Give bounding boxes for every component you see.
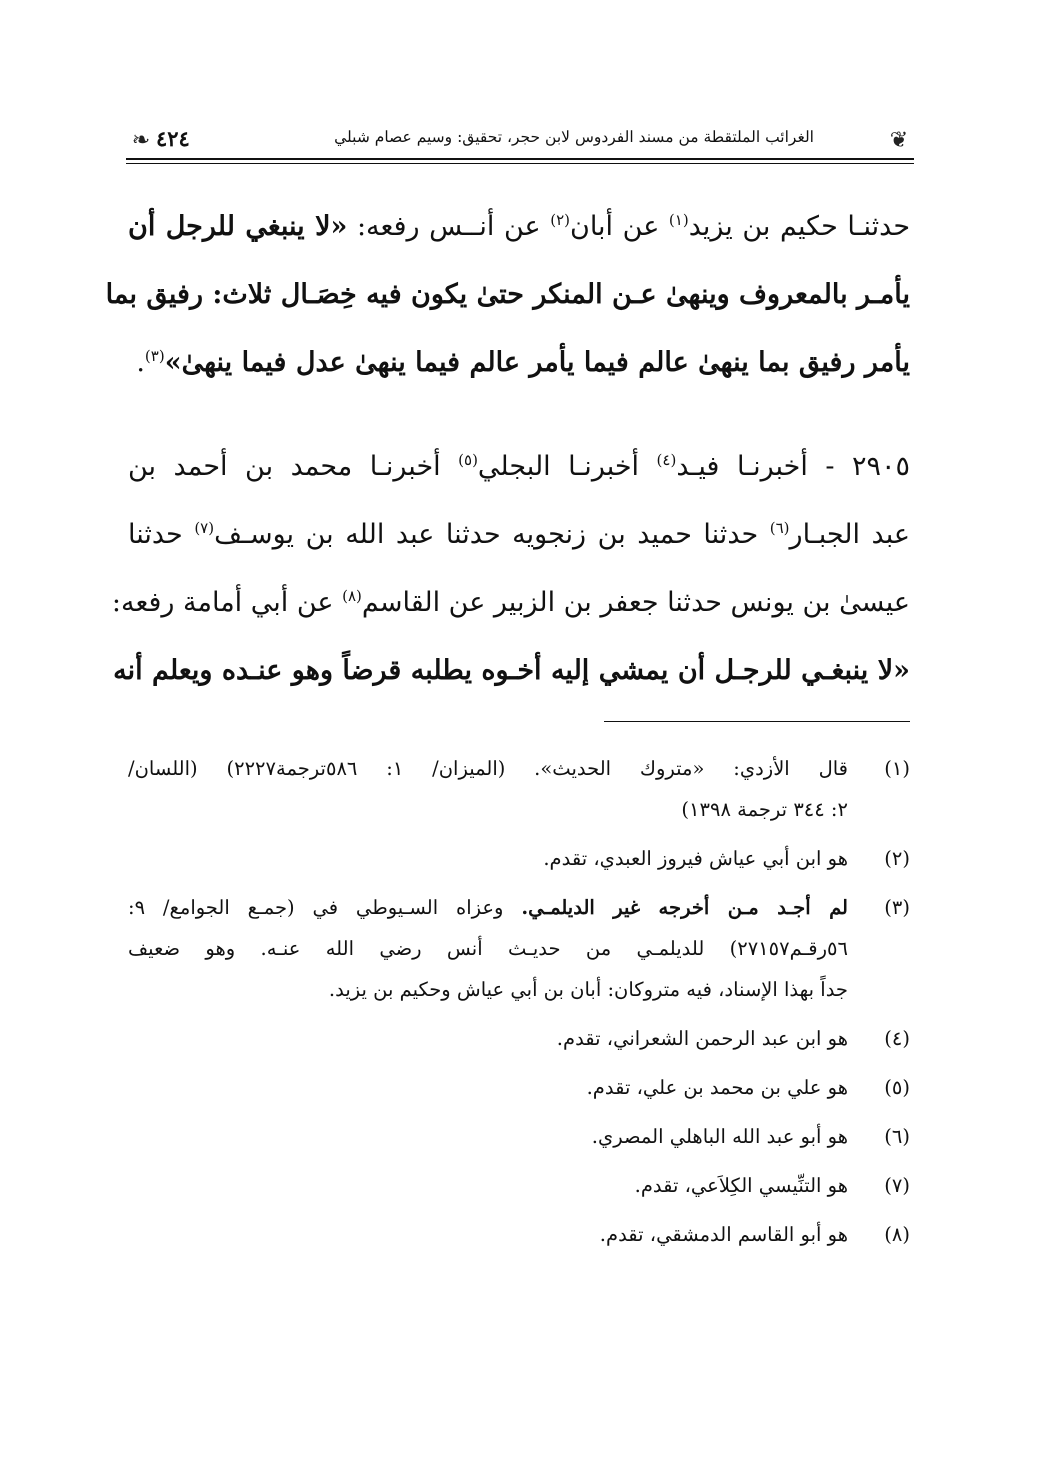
paragraph-gap xyxy=(128,400,910,436)
page-number: ٤٢٤ xyxy=(156,126,190,151)
footnote-number: (٣) xyxy=(884,896,910,919)
footnote-number: (٦) xyxy=(884,1125,910,1148)
footnote-ref[interactable]: (٢) xyxy=(550,211,570,229)
header-rule-thin xyxy=(126,163,914,164)
footnote xyxy=(128,748,910,830)
text-line xyxy=(128,504,910,572)
text-line xyxy=(113,640,910,708)
text-run: أخبرنـا محمد بن أحمد بن xyxy=(128,451,459,482)
text-line xyxy=(111,572,910,640)
text-run: حدثنـا حكيم بن يزيد xyxy=(688,211,911,242)
footnote xyxy=(128,887,910,1010)
footnote xyxy=(128,1067,910,1108)
text-run: ٢٩٠٥ - أخبرنـا فيـد xyxy=(676,451,910,482)
footnote-line: ٢: ٣٤٤ ترجمة ١٣٩٨) xyxy=(681,798,848,821)
footnote-text: وعزاه السـيوطي في (جمـع الجوامع/ ٩: xyxy=(128,896,522,919)
footnote-ref[interactable]: (٣) xyxy=(144,347,165,365)
footnote-line: هو التنِّيسي الكِلاَعي، تقدم. xyxy=(634,1174,848,1197)
text-run: . xyxy=(136,347,145,378)
footnote-line: هو علي بن محمد بن علي، تقدم. xyxy=(586,1076,848,1099)
footnote-number: (٧) xyxy=(884,1174,910,1197)
text-line xyxy=(128,332,910,400)
footnotes xyxy=(128,748,910,1263)
footnote-ref[interactable]: (١) xyxy=(668,211,689,229)
footnote-bold-text: لم أجـد مـن أخرجه غير الديلمـي. xyxy=(521,896,848,919)
ornament-icon: ❦ xyxy=(889,128,909,153)
footnote-ref[interactable]: (٧) xyxy=(194,519,215,537)
text-run: عن أنــس رفعه: xyxy=(347,211,551,242)
footnote xyxy=(128,1165,910,1206)
footnote xyxy=(128,1116,910,1157)
text-run: عبد الجبـار xyxy=(789,519,910,550)
footnote xyxy=(128,1018,910,1059)
footnote-line: هو ابن عبد الرحمن الشعراني، تقدم. xyxy=(556,1027,848,1050)
footnote-line xyxy=(128,887,848,928)
footnote-ref[interactable]: (٨) xyxy=(342,587,362,605)
footnote-ref[interactable]: (٥) xyxy=(458,451,478,469)
footnote-number: (١) xyxy=(884,757,910,780)
footnote-line: هو أبو القاسم الدمشقي، تقدم. xyxy=(599,1223,848,1246)
header-rule xyxy=(126,158,914,160)
text-run: حدثنا xyxy=(128,519,195,550)
footnote-ref[interactable]: (٤) xyxy=(656,451,677,469)
text-run: عن أبي أمامة رفعه: xyxy=(111,587,343,618)
footnote-number: (٥) xyxy=(884,1076,910,1099)
footnote-number: (٤) xyxy=(884,1027,910,1050)
footnote-ref[interactable]: (٦) xyxy=(769,519,790,537)
text-line xyxy=(128,436,910,504)
text-run: أخبرنـا البجلي xyxy=(477,451,657,482)
footnote-number: (٨) xyxy=(884,1223,910,1246)
text-line xyxy=(105,264,910,332)
footnote-line: هو أبو عبد الله الباهلي المصري. xyxy=(591,1125,848,1148)
footnote-line: جداً بهذا الإسناد، فيه متروكان: أبان بن أبي عياش وحكيم بن يزيد. xyxy=(328,978,848,1001)
footnote xyxy=(128,838,910,879)
hadith-text: «لا ينبغي للرجل أن xyxy=(128,211,348,242)
footnote-number: (٢) xyxy=(884,847,910,870)
footnote-separator xyxy=(604,721,910,722)
footnote-line: قال الأزدي: «متروك الحديث». (الميزان/ ١: ٥٨٦ترجمة٢٢٢٧) (اللسان/ xyxy=(128,757,848,780)
hadith-text: يأمـر بالمعروف وينهىٰ عـن المنكر حتىٰ يكون فيه خِصَـال ثلاث: رفيق بما xyxy=(105,279,910,310)
ornament-icon: ❧ xyxy=(131,128,151,153)
text-run: عن أبان xyxy=(569,211,669,242)
hadith-text: «لا ينبغـي للرجـل أن يمشي إليه أخـوه يطلبه قرضاً وهو عنـده ويعلم أنه xyxy=(113,655,910,686)
text-run: حدثنا حميد بن زنجويه حدثنا عبد الله بن يوسـف xyxy=(214,519,770,550)
header-title: الغرائب الملتقطة من مسند الفردوس لابن حجر، تحقيق: وسيم عصام شبلي xyxy=(334,128,814,146)
text-run: عيسىٰ بن يونس حدثنا جعفر بن الزبير عن القاسم xyxy=(361,587,910,618)
footnote-line: هو ابن أبي عياش فيروز العبدي، تقدم. xyxy=(543,847,848,870)
footnote xyxy=(128,1214,910,1255)
text-line xyxy=(128,196,910,264)
main-text xyxy=(105,196,911,708)
running-header xyxy=(126,128,914,170)
footnote-line: ٥٦رقـم٢٧١٥٧) للديلمـي من حديـث أنس رضي الله عنـه. وهو ضعيف xyxy=(128,937,848,960)
hadith-text: يأمر رفيق بما ينهىٰ عالم فيما يأمر عالم فيما ينهىٰ عدل فيما ينهىٰ» xyxy=(164,347,910,378)
